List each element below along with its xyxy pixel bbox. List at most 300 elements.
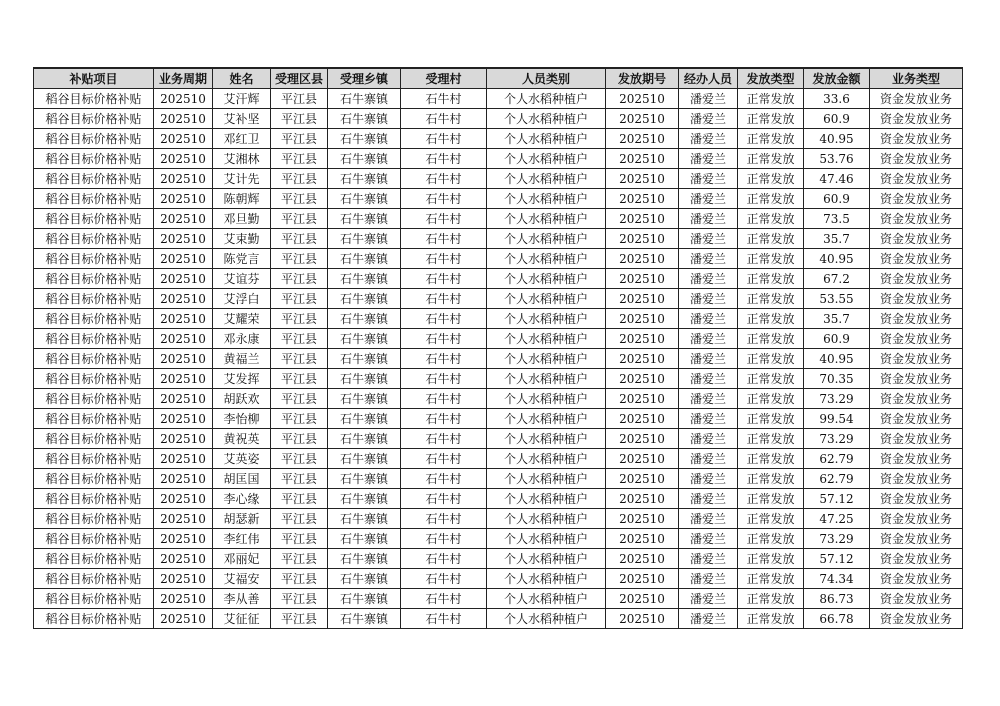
- cell-amount: 33.6: [804, 89, 870, 109]
- cell-name: 邓红卫: [213, 129, 271, 149]
- cell-amount: 62.79: [804, 469, 870, 489]
- cell-subsidy-item: 稻谷目标价格补贴: [34, 109, 154, 129]
- cell-business-type: 资金发放业务: [870, 449, 963, 469]
- cell-village: 石牛村: [401, 589, 487, 609]
- cell-county: 平江县: [271, 389, 328, 409]
- cell-name: 艾补坚: [213, 109, 271, 129]
- table-row: [34, 609, 963, 629]
- cell-township: 石牛寨镇: [328, 529, 401, 549]
- cell-amount: 66.78: [804, 609, 870, 629]
- cell-name: 邓旦勤: [213, 209, 271, 229]
- cell-person-category: 个人水稻种植户: [487, 289, 606, 309]
- cell-name: 艾湘林: [213, 149, 271, 169]
- cell-name: 艾福安: [213, 569, 271, 589]
- cell-name: 黄祝英: [213, 429, 271, 449]
- cell-county: 平江县: [271, 369, 328, 389]
- cell-village: 石牛村: [401, 529, 487, 549]
- cell-issue-period: 202510: [606, 529, 679, 549]
- cell-subsidy-item: 稻谷目标价格补贴: [34, 529, 154, 549]
- cell-name: 艾浮白: [213, 289, 271, 309]
- cell-business-type: 资金发放业务: [870, 309, 963, 329]
- cell-subsidy-item: 稻谷目标价格补贴: [34, 209, 154, 229]
- cell-issue-type: 正常发放: [738, 189, 804, 209]
- cell-county: 平江县: [271, 569, 328, 589]
- cell-township: 石牛寨镇: [328, 509, 401, 529]
- cell-village: 石牛村: [401, 409, 487, 429]
- cell-amount: 53.55: [804, 289, 870, 309]
- cell-business-type: 资金发放业务: [870, 229, 963, 249]
- cell-subsidy-item: 稻谷目标价格补贴: [34, 129, 154, 149]
- cell-issue-period: 202510: [606, 509, 679, 529]
- cell-business-period: 202510: [154, 389, 213, 409]
- cell-village: 石牛村: [401, 489, 487, 509]
- cell-person-category: 个人水稻种植户: [487, 129, 606, 149]
- cell-handler: 潘爱兰: [679, 289, 738, 309]
- cell-township: 石牛寨镇: [328, 549, 401, 569]
- cell-business-type: 资金发放业务: [870, 489, 963, 509]
- cell-county: 平江县: [271, 549, 328, 569]
- table-row: [34, 209, 963, 229]
- cell-township: 石牛寨镇: [328, 229, 401, 249]
- cell-village: 石牛村: [401, 569, 487, 589]
- subsidy-table-sheet: [33, 67, 962, 629]
- cell-issue-type: 正常发放: [738, 549, 804, 569]
- cell-handler: 潘爱兰: [679, 129, 738, 149]
- cell-county: 平江县: [271, 489, 328, 509]
- cell-issue-type: 正常发放: [738, 389, 804, 409]
- cell-amount: 74.34: [804, 569, 870, 589]
- table-row: [34, 569, 963, 589]
- cell-issue-period: 202510: [606, 469, 679, 489]
- table-row: [34, 249, 963, 269]
- cell-subsidy-item: 稻谷目标价格补贴: [34, 549, 154, 569]
- cell-amount: 86.73: [804, 589, 870, 609]
- table-row: [34, 129, 963, 149]
- cell-handler: 潘爱兰: [679, 609, 738, 629]
- cell-issue-period: 202510: [606, 249, 679, 269]
- cell-person-category: 个人水稻种植户: [487, 529, 606, 549]
- cell-person-category: 个人水稻种植户: [487, 369, 606, 389]
- cell-handler: 潘爱兰: [679, 329, 738, 349]
- cell-person-category: 个人水稻种植户: [487, 549, 606, 569]
- cell-subsidy-item: 稻谷目标价格补贴: [34, 169, 154, 189]
- cell-business-type: 资金发放业务: [870, 509, 963, 529]
- cell-subsidy-item: 稻谷目标价格补贴: [34, 229, 154, 249]
- cell-name: 艾束勤: [213, 229, 271, 249]
- cell-business-period: 202510: [154, 229, 213, 249]
- cell-business-period: 202510: [154, 149, 213, 169]
- cell-name: 李从善: [213, 589, 271, 609]
- cell-business-period: 202510: [154, 329, 213, 349]
- cell-person-category: 个人水稻种植户: [487, 189, 606, 209]
- table-row: [34, 229, 963, 249]
- cell-issue-period: 202510: [606, 149, 679, 169]
- cell-amount: 60.9: [804, 109, 870, 129]
- column-header-county: 受理区县: [271, 68, 328, 89]
- cell-subsidy-item: 稻谷目标价格补贴: [34, 349, 154, 369]
- column-header-business-type: 业务类型: [870, 68, 963, 89]
- cell-handler: 潘爱兰: [679, 549, 738, 569]
- cell-county: 平江县: [271, 349, 328, 369]
- cell-business-period: 202510: [154, 289, 213, 309]
- cell-issue-type: 正常发放: [738, 169, 804, 189]
- cell-issue-type: 正常发放: [738, 289, 804, 309]
- cell-township: 石牛寨镇: [328, 149, 401, 169]
- cell-person-category: 个人水稻种植户: [487, 609, 606, 629]
- table-row: [34, 189, 963, 209]
- cell-name: 李红伟: [213, 529, 271, 549]
- cell-issue-period: 202510: [606, 549, 679, 569]
- cell-issue-period: 202510: [606, 169, 679, 189]
- table-body: [34, 89, 963, 629]
- table-row: [34, 589, 963, 609]
- cell-business-period: 202510: [154, 109, 213, 129]
- cell-subsidy-item: 稻谷目标价格补贴: [34, 369, 154, 389]
- cell-business-period: 202510: [154, 169, 213, 189]
- column-header-village: 受理村: [401, 68, 487, 89]
- cell-village: 石牛村: [401, 109, 487, 129]
- cell-county: 平江县: [271, 89, 328, 109]
- table-row: [34, 429, 963, 449]
- cell-business-period: 202510: [154, 509, 213, 529]
- cell-village: 石牛村: [401, 309, 487, 329]
- cell-township: 石牛寨镇: [328, 589, 401, 609]
- column-header-issue-period: 发放期号: [606, 68, 679, 89]
- cell-issue-period: 202510: [606, 429, 679, 449]
- cell-county: 平江县: [271, 469, 328, 489]
- table-row: [34, 309, 963, 329]
- cell-name: 艾发挥: [213, 369, 271, 389]
- cell-county: 平江县: [271, 529, 328, 549]
- cell-village: 石牛村: [401, 509, 487, 529]
- cell-issue-period: 202510: [606, 109, 679, 129]
- cell-handler: 潘爱兰: [679, 309, 738, 329]
- cell-amount: 40.95: [804, 249, 870, 269]
- cell-village: 石牛村: [401, 129, 487, 149]
- cell-subsidy-item: 稻谷目标价格补贴: [34, 149, 154, 169]
- table-row: [34, 469, 963, 489]
- cell-business-type: 资金发放业务: [870, 469, 963, 489]
- cell-issue-type: 正常发放: [738, 449, 804, 469]
- cell-village: 石牛村: [401, 169, 487, 189]
- cell-issue-type: 正常发放: [738, 249, 804, 269]
- cell-county: 平江县: [271, 229, 328, 249]
- cell-county: 平江县: [271, 409, 328, 429]
- column-header-handler: 经办人员: [679, 68, 738, 89]
- cell-subsidy-item: 稻谷目标价格补贴: [34, 409, 154, 429]
- cell-issue-period: 202510: [606, 349, 679, 369]
- cell-village: 石牛村: [401, 89, 487, 109]
- column-header-name: 姓名: [213, 68, 271, 89]
- cell-issue-type: 正常发放: [738, 489, 804, 509]
- cell-amount: 73.5: [804, 209, 870, 229]
- column-header-amount: 发放金额: [804, 68, 870, 89]
- cell-issue-type: 正常发放: [738, 209, 804, 229]
- cell-name: 艾汗辉: [213, 89, 271, 109]
- column-header-business-period: 业务周期: [154, 68, 213, 89]
- cell-township: 石牛寨镇: [328, 329, 401, 349]
- cell-amount: 73.29: [804, 529, 870, 549]
- cell-issue-type: 正常发放: [738, 409, 804, 429]
- cell-name: 胡跃欢: [213, 389, 271, 409]
- cell-business-type: 资金发放业务: [870, 149, 963, 169]
- cell-name: 艾耀荣: [213, 309, 271, 329]
- cell-handler: 潘爱兰: [679, 469, 738, 489]
- cell-name: 艾英姿: [213, 449, 271, 469]
- cell-business-type: 资金发放业务: [870, 189, 963, 209]
- cell-village: 石牛村: [401, 609, 487, 629]
- cell-village: 石牛村: [401, 469, 487, 489]
- cell-person-category: 个人水稻种植户: [487, 349, 606, 369]
- table-row: [34, 409, 963, 429]
- table-row: [34, 329, 963, 349]
- cell-village: 石牛村: [401, 549, 487, 569]
- cell-subsidy-item: 稻谷目标价格补贴: [34, 309, 154, 329]
- cell-county: 平江县: [271, 429, 328, 449]
- cell-name: 艾征征: [213, 609, 271, 629]
- cell-issue-type: 正常发放: [738, 269, 804, 289]
- cell-business-type: 资金发放业务: [870, 529, 963, 549]
- cell-handler: 潘爱兰: [679, 89, 738, 109]
- cell-township: 石牛寨镇: [328, 569, 401, 589]
- cell-name: 陈党言: [213, 249, 271, 269]
- cell-handler: 潘爱兰: [679, 529, 738, 549]
- cell-township: 石牛寨镇: [328, 249, 401, 269]
- cell-handler: 潘爱兰: [679, 269, 738, 289]
- table-row: [34, 149, 963, 169]
- table-row: [34, 289, 963, 309]
- cell-amount: 40.95: [804, 129, 870, 149]
- cell-handler: 潘爱兰: [679, 109, 738, 129]
- cell-business-type: 资金发放业务: [870, 289, 963, 309]
- cell-issue-type: 正常发放: [738, 609, 804, 629]
- cell-business-period: 202510: [154, 89, 213, 109]
- cell-subsidy-item: 稻谷目标价格补贴: [34, 249, 154, 269]
- column-header-issue-type: 发放类型: [738, 68, 804, 89]
- cell-township: 石牛寨镇: [328, 209, 401, 229]
- cell-village: 石牛村: [401, 269, 487, 289]
- cell-village: 石牛村: [401, 229, 487, 249]
- table-header-row: [34, 68, 963, 89]
- cell-business-period: 202510: [154, 209, 213, 229]
- cell-subsidy-item: 稻谷目标价格补贴: [34, 569, 154, 589]
- cell-village: 石牛村: [401, 329, 487, 349]
- cell-issue-period: 202510: [606, 409, 679, 429]
- cell-business-period: 202510: [154, 609, 213, 629]
- cell-person-category: 个人水稻种植户: [487, 489, 606, 509]
- cell-issue-period: 202510: [606, 569, 679, 589]
- cell-township: 石牛寨镇: [328, 469, 401, 489]
- table-row: [34, 89, 963, 109]
- cell-township: 石牛寨镇: [328, 389, 401, 409]
- cell-business-period: 202510: [154, 269, 213, 289]
- cell-amount: 70.35: [804, 369, 870, 389]
- cell-business-type: 资金发放业务: [870, 569, 963, 589]
- cell-person-category: 个人水稻种植户: [487, 429, 606, 449]
- cell-issue-period: 202510: [606, 129, 679, 149]
- cell-county: 平江县: [271, 189, 328, 209]
- cell-village: 石牛村: [401, 249, 487, 269]
- cell-business-type: 资金发放业务: [870, 129, 963, 149]
- cell-issue-period: 202510: [606, 209, 679, 229]
- cell-person-category: 个人水稻种植户: [487, 209, 606, 229]
- cell-amount: 53.76: [804, 149, 870, 169]
- cell-person-category: 个人水稻种植户: [487, 449, 606, 469]
- cell-amount: 47.25: [804, 509, 870, 529]
- cell-township: 石牛寨镇: [328, 609, 401, 629]
- cell-person-category: 个人水稻种植户: [487, 229, 606, 249]
- cell-business-type: 资金发放业务: [870, 549, 963, 569]
- cell-village: 石牛村: [401, 449, 487, 469]
- cell-township: 石牛寨镇: [328, 189, 401, 209]
- cell-name: 李心缘: [213, 489, 271, 509]
- cell-issue-period: 202510: [606, 269, 679, 289]
- cell-subsidy-item: 稻谷目标价格补贴: [34, 329, 154, 349]
- cell-township: 石牛寨镇: [328, 429, 401, 449]
- cell-township: 石牛寨镇: [328, 109, 401, 129]
- cell-county: 平江县: [271, 329, 328, 349]
- cell-county: 平江县: [271, 289, 328, 309]
- cell-village: 石牛村: [401, 209, 487, 229]
- cell-person-category: 个人水稻种植户: [487, 309, 606, 329]
- cell-handler: 潘爱兰: [679, 589, 738, 609]
- cell-county: 平江县: [271, 109, 328, 129]
- table-row: [34, 489, 963, 509]
- cell-name: 艾谊芬: [213, 269, 271, 289]
- cell-issue-period: 202510: [606, 609, 679, 629]
- cell-issue-type: 正常发放: [738, 349, 804, 369]
- cell-issue-type: 正常发放: [738, 469, 804, 489]
- cell-subsidy-item: 稻谷目标价格补贴: [34, 609, 154, 629]
- cell-subsidy-item: 稻谷目标价格补贴: [34, 489, 154, 509]
- cell-business-period: 202510: [154, 309, 213, 329]
- cell-township: 石牛寨镇: [328, 369, 401, 389]
- cell-handler: 潘爱兰: [679, 349, 738, 369]
- cell-person-category: 个人水稻种植户: [487, 109, 606, 129]
- cell-name: 李怡柳: [213, 409, 271, 429]
- cell-business-period: 202510: [154, 409, 213, 429]
- table-row: [34, 269, 963, 289]
- cell-issue-period: 202510: [606, 289, 679, 309]
- table-row: [34, 109, 963, 129]
- cell-township: 石牛寨镇: [328, 89, 401, 109]
- cell-subsidy-item: 稻谷目标价格补贴: [34, 189, 154, 209]
- cell-handler: 潘爱兰: [679, 229, 738, 249]
- table-row: [34, 449, 963, 469]
- cell-name: 陈朝辉: [213, 189, 271, 209]
- cell-issue-type: 正常发放: [738, 509, 804, 529]
- cell-business-period: 202510: [154, 349, 213, 369]
- cell-issue-type: 正常发放: [738, 129, 804, 149]
- column-header-subsidy-item: 补贴项目: [34, 68, 154, 89]
- cell-business-period: 202510: [154, 189, 213, 209]
- cell-subsidy-item: 稻谷目标价格补贴: [34, 269, 154, 289]
- cell-county: 平江县: [271, 269, 328, 289]
- cell-county: 平江县: [271, 609, 328, 629]
- cell-subsidy-item: 稻谷目标价格补贴: [34, 89, 154, 109]
- table-row: [34, 349, 963, 369]
- cell-person-category: 个人水稻种植户: [487, 389, 606, 409]
- cell-business-type: 资金发放业务: [870, 329, 963, 349]
- cell-village: 石牛村: [401, 149, 487, 169]
- cell-issue-period: 202510: [606, 389, 679, 409]
- cell-county: 平江县: [271, 209, 328, 229]
- cell-handler: 潘爱兰: [679, 429, 738, 449]
- cell-township: 石牛寨镇: [328, 349, 401, 369]
- cell-county: 平江县: [271, 249, 328, 269]
- cell-person-category: 个人水稻种植户: [487, 249, 606, 269]
- cell-county: 平江县: [271, 149, 328, 169]
- cell-handler: 潘爱兰: [679, 389, 738, 409]
- cell-business-type: 资金发放业务: [870, 429, 963, 449]
- cell-business-type: 资金发放业务: [870, 109, 963, 129]
- cell-issue-type: 正常发放: [738, 149, 804, 169]
- cell-subsidy-item: 稻谷目标价格补贴: [34, 289, 154, 309]
- cell-handler: 潘爱兰: [679, 209, 738, 229]
- cell-business-period: 202510: [154, 129, 213, 149]
- cell-village: 石牛村: [401, 189, 487, 209]
- cell-business-period: 202510: [154, 549, 213, 569]
- cell-handler: 潘爱兰: [679, 489, 738, 509]
- cell-issue-type: 正常发放: [738, 309, 804, 329]
- cell-amount: 62.79: [804, 449, 870, 469]
- cell-business-type: 资金发放业务: [870, 349, 963, 369]
- cell-issue-period: 202510: [606, 589, 679, 609]
- cell-township: 石牛寨镇: [328, 129, 401, 149]
- cell-person-category: 个人水稻种植户: [487, 89, 606, 109]
- cell-township: 石牛寨镇: [328, 409, 401, 429]
- column-header-township: 受理乡镇: [328, 68, 401, 89]
- cell-handler: 潘爱兰: [679, 369, 738, 389]
- cell-subsidy-item: 稻谷目标价格补贴: [34, 589, 154, 609]
- cell-person-category: 个人水稻种植户: [487, 409, 606, 429]
- cell-township: 石牛寨镇: [328, 289, 401, 309]
- cell-name: 邓丽妃: [213, 549, 271, 569]
- cell-issue-period: 202510: [606, 229, 679, 249]
- cell-issue-type: 正常发放: [738, 529, 804, 549]
- cell-person-category: 个人水稻种植户: [487, 509, 606, 529]
- cell-business-period: 202510: [154, 369, 213, 389]
- cell-handler: 潘爱兰: [679, 569, 738, 589]
- cell-issue-type: 正常发放: [738, 229, 804, 249]
- cell-village: 石牛村: [401, 289, 487, 309]
- cell-name: 胡瑟新: [213, 509, 271, 529]
- cell-person-category: 个人水稻种植户: [487, 269, 606, 289]
- cell-amount: 57.12: [804, 489, 870, 509]
- cell-name: 黄福兰: [213, 349, 271, 369]
- table-row: [34, 389, 963, 409]
- cell-business-period: 202510: [154, 589, 213, 609]
- cell-issue-period: 202510: [606, 329, 679, 349]
- cell-handler: 潘爱兰: [679, 249, 738, 269]
- cell-issue-period: 202510: [606, 89, 679, 109]
- cell-issue-period: 202510: [606, 489, 679, 509]
- cell-amount: 40.95: [804, 349, 870, 369]
- cell-handler: 潘爱兰: [679, 169, 738, 189]
- cell-business-type: 资金发放业务: [870, 609, 963, 629]
- cell-business-period: 202510: [154, 489, 213, 509]
- cell-business-type: 资金发放业务: [870, 369, 963, 389]
- table-row: [34, 529, 963, 549]
- cell-village: 石牛村: [401, 389, 487, 409]
- cell-person-category: 个人水稻种植户: [487, 169, 606, 189]
- cell-village: 石牛村: [401, 429, 487, 449]
- cell-amount: 35.7: [804, 229, 870, 249]
- cell-issue-type: 正常发放: [738, 329, 804, 349]
- cell-handler: 潘爱兰: [679, 509, 738, 529]
- cell-name: 艾计先: [213, 169, 271, 189]
- cell-issue-type: 正常发放: [738, 569, 804, 589]
